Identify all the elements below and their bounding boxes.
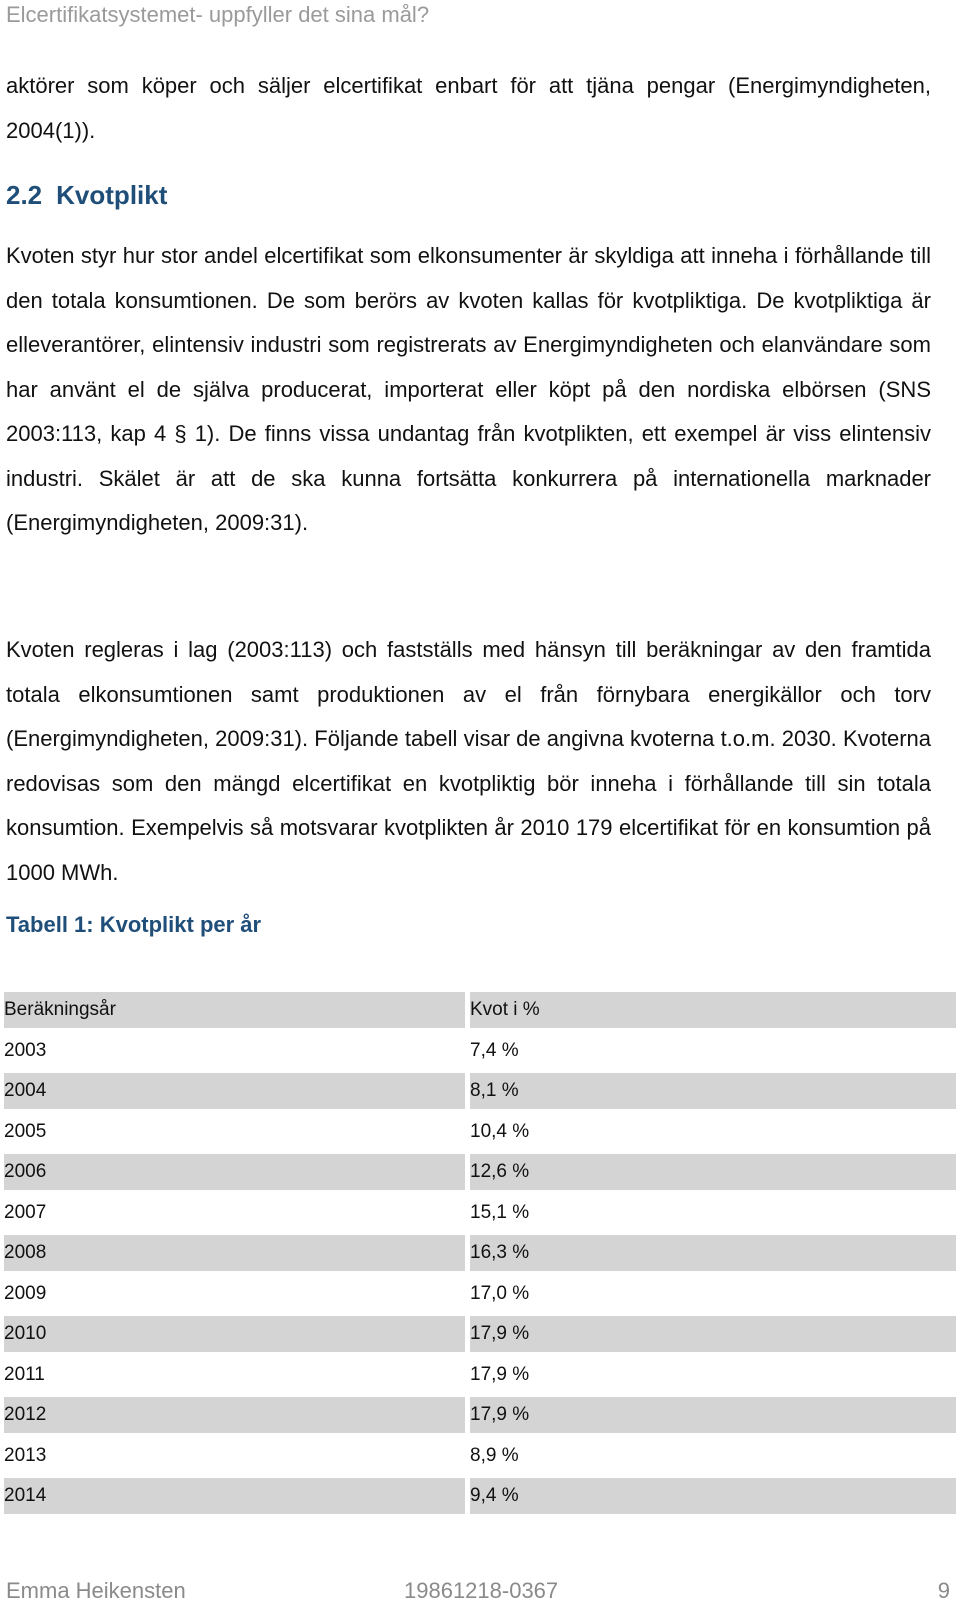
paragraph-intro: aktörer som köper och säljer elcertifikat enbart för att tjäna pengar (Energimyndigheten, 2004(1)). — [6, 73, 931, 143]
quota-cell: 17,9 % — [470, 1363, 530, 1385]
table-row — [4, 1193, 956, 1234]
kvotplikt-table — [4, 990, 956, 1517]
quota-cell: 7,4 % — [470, 1039, 519, 1061]
section-number: 2.2 — [6, 180, 43, 210]
year-cell: 2007 — [4, 1201, 47, 1223]
running-header: Elcertifikatsystemet- uppfyller det sina mål? — [6, 2, 430, 27]
quota-cell: 15,1 % — [470, 1201, 530, 1223]
year-cell: 2003 — [4, 1039, 47, 1061]
footer-author: Emma Heikensten — [6, 1578, 186, 1603]
year-cell: 2008 — [4, 1235, 465, 1271]
table-header-row — [4, 990, 956, 1031]
table-row — [4, 1436, 956, 1477]
quota-cell: 8,1 % — [470, 1073, 956, 1109]
year-cell: 2006 — [4, 1154, 465, 1190]
quota-cell: 8,9 % — [470, 1444, 519, 1466]
table-row — [4, 1395, 956, 1436]
table-row — [4, 1233, 956, 1274]
section-title: Kvotplikt — [56, 180, 168, 210]
table-row — [4, 1476, 956, 1517]
table-row — [4, 1152, 956, 1193]
table-caption: Tabell 1: Kvotplikt per år — [6, 912, 262, 937]
table-row — [4, 1314, 956, 1355]
quota-cell: 16,3 % — [470, 1235, 956, 1271]
quota-cell: 17,0 % — [470, 1282, 530, 1304]
year-cell: 2012 — [4, 1397, 465, 1433]
section-heading — [6, 180, 167, 211]
paragraph-kvot-regler: Kvoten regleras i lag (2003:113) och fastställs med hänsyn till beräkningar av den framtida totala elkonsumtionen samt produktionen av el från förnybara energikällor och torv (Energimyndigheten, 2009:31). Följande tabell visar de angivna kvoterna t.o.m. 2030. Kvoterna redovisas som den mängd elcertifikat en kvotpliktig bör inneha i förhållande till sin totala konsumtion. Exempelvis så motsvarar kvotplikten år 2010 179 elcertifikat för en konsumtion på 1000 MWh. — [6, 637, 931, 885]
header-cell-year: Beräkningsår — [4, 992, 465, 1028]
quota-cell: 17,9 % — [470, 1316, 956, 1352]
year-cell: 2014 — [4, 1478, 465, 1514]
table-row — [4, 1031, 956, 1072]
header-cell-quota: Kvot i % — [470, 992, 956, 1028]
quota-cell: 17,9 % — [470, 1397, 956, 1433]
table-row — [4, 1274, 956, 1315]
footer-page-number: 9 — [937, 1578, 950, 1603]
quota-cell: 10,4 % — [470, 1120, 530, 1142]
year-cell: 2004 — [4, 1073, 465, 1109]
footer-id: 19861218-0367 — [404, 1578, 559, 1603]
year-cell: 2011 — [4, 1363, 45, 1385]
year-cell: 2013 — [4, 1444, 47, 1466]
year-cell: 2009 — [4, 1282, 47, 1304]
table-row — [4, 1112, 956, 1153]
year-cell: 2005 — [4, 1120, 47, 1142]
year-cell: 2010 — [4, 1316, 465, 1352]
quota-cell: 12,6 % — [470, 1154, 956, 1190]
paragraph-kvotplikt: Kvoten styr hur stor andel elcertifikat som elkonsumenter är skyldiga att inneha i förhållande till den totala konsumtionen. De som berörs av kvoten kallas för kvotpliktiga. De kvotpliktiga är elleverantörer, elintensiv industri som registrerats av Energimyndigheten och elanvändare som har använt el de själva producerat, importerat eller köpt på den nordiska elbörsen (SNS 2003:113, kap 4 § 1). De finns vissa undantag från kvotplikten, ett exempel är viss elintensiv industri. Skälet är att de ska kunna fortsätta konkurrera på internationella marknader (Energimyndigheten, 2009:31). — [6, 243, 931, 535]
table-row — [4, 1071, 956, 1112]
table-row — [4, 1355, 956, 1396]
quota-cell: 9,4 % — [470, 1478, 956, 1514]
